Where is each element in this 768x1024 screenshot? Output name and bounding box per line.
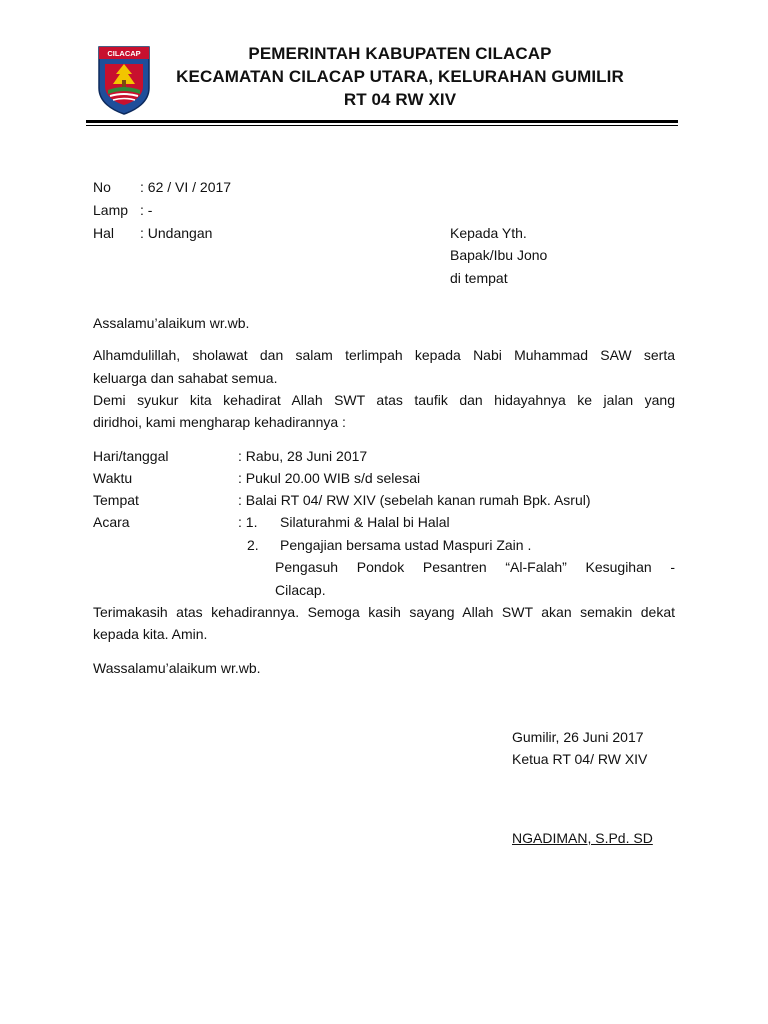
letterhead-rule-thin xyxy=(86,125,678,126)
meta-hal-label: Hal xyxy=(93,225,115,241)
thanks-line1: Terimakasih atas kehadirannya. Semoga kasih sayang Allah SWT akan semakin dekat xyxy=(93,604,675,620)
detail-time-value: : Pukul 20.00 WIB s/d selesai xyxy=(238,470,421,486)
signature-name: NGADIMAN, S.Pd. SD xyxy=(512,830,653,846)
meta-lamp-value: : - xyxy=(140,202,153,218)
meta-lamp-label: Lamp xyxy=(93,202,129,218)
detail-place-value: : Balai RT 04/ RW XIV (sebelah kanan rumah Bpk. Asrul) xyxy=(238,492,591,508)
detail-event-item-2-sub-1: Pengasuh Pondok Pesantren “Al-Falah” Kesugihan - xyxy=(275,559,675,575)
para2-line1: Demi syukur kita kehadirat Allah SWT atas taufik dan hidayahnya ke jalan yang xyxy=(93,392,675,408)
letterhead xyxy=(120,42,680,111)
letterhead-line-3: RT 04 RW XIV xyxy=(343,90,457,109)
letterhead-rule-thick xyxy=(86,120,678,123)
recipient-line-2: Bapak/Ibu Jono xyxy=(450,247,548,263)
meta-no-label: No xyxy=(93,179,111,195)
meta-hal-value: : Undangan xyxy=(140,225,213,241)
para1-line1: Alhamdulillah, sholawat dan salam terlimpah kepada Nabi Muhammad SAW serta xyxy=(93,347,675,363)
detail-day-value: : Rabu, 28 Juni 2017 xyxy=(238,448,368,464)
detail-day-label: Hari/tanggal xyxy=(93,448,169,464)
detail-event-item-2-sub-2: Cilacap. xyxy=(275,582,326,598)
para2-line2: diridhoi, kami mengharap kehadirannya : xyxy=(93,414,346,430)
signature-place-date: Gumilir, 26 Juni 2017 xyxy=(512,729,644,745)
para1-line2: keluarga dan sahabat semua. xyxy=(93,370,278,386)
detail-event-item-2: Pengajian bersama ustad Maspuri Zain . xyxy=(280,537,532,553)
greeting: Assalamu’alaikum wr.wb. xyxy=(93,315,250,331)
detail-event-item-1: Silaturahmi & Halal bi Halal xyxy=(280,514,450,530)
detail-event-colon: : 1. xyxy=(238,514,258,530)
farewell: Wassalamu’alaikum wr.wb. xyxy=(93,660,261,676)
detail-event-label: Acara xyxy=(93,514,130,530)
detail-time-label: Waktu xyxy=(93,470,133,486)
thanks-line2: kepada kita. Amin. xyxy=(93,626,208,642)
recipient-line-1: Kepada Yth. xyxy=(450,225,527,241)
signature-role: Ketua RT 04/ RW XIV xyxy=(512,751,648,767)
recipient-line-3: di tempat xyxy=(450,270,508,286)
letterhead-line-2: KECAMATAN CILACAP UTARA, KELURAHAN GUMILIR xyxy=(176,67,624,86)
detail-event-num-2: 2. xyxy=(247,537,259,553)
meta-no-value: : 62 / VI / 2017 xyxy=(140,179,232,195)
letterhead-line-1: PEMERINTAH KABUPATEN CILACAP xyxy=(248,44,552,63)
detail-place-label: Tempat xyxy=(93,492,139,508)
logo-text: CILACAP xyxy=(107,49,141,58)
